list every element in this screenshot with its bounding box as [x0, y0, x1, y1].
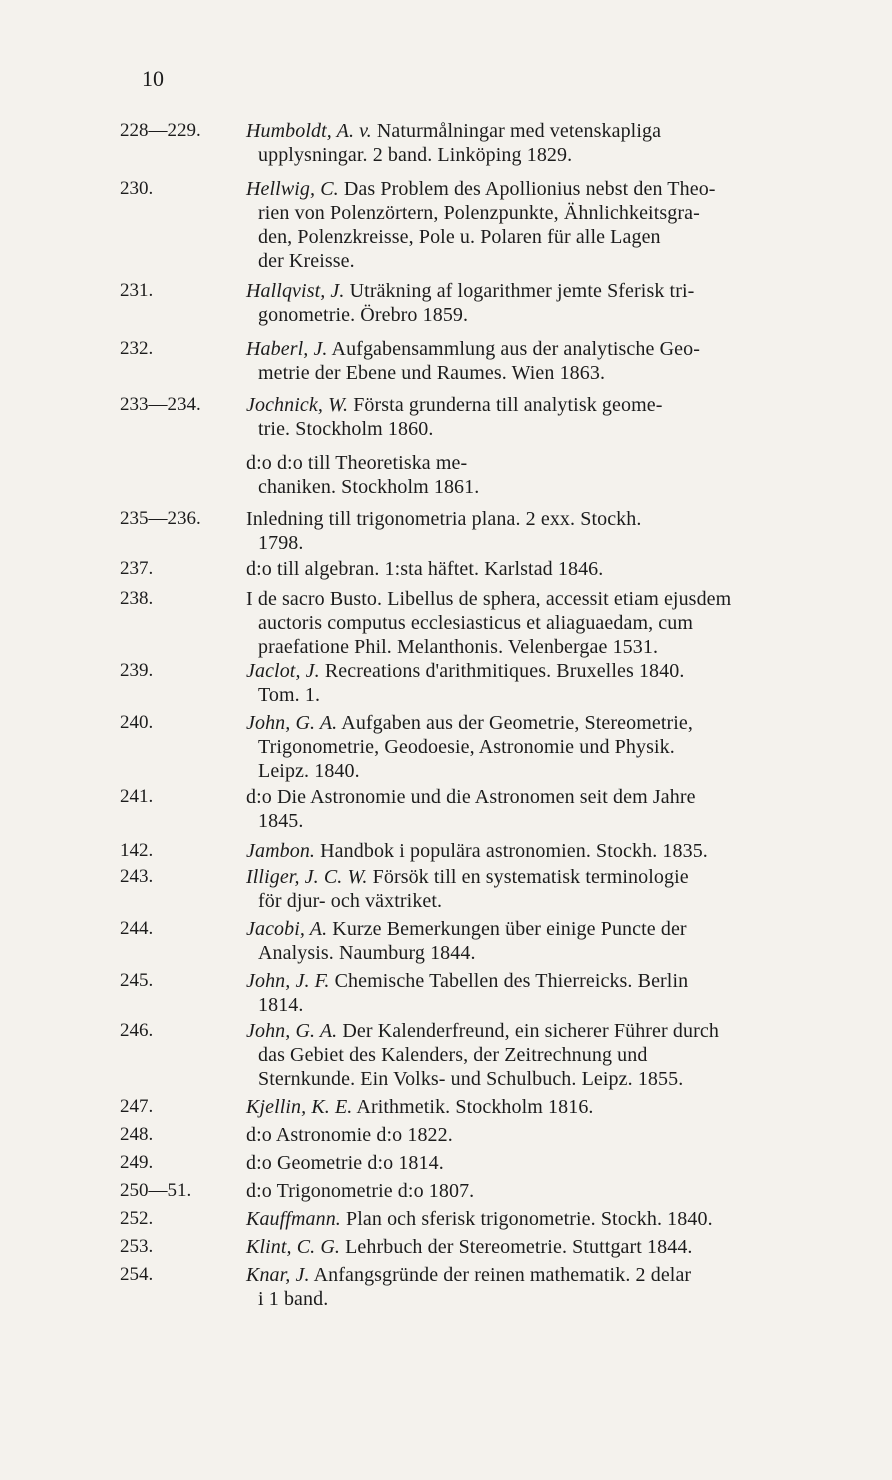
entry-first-line: d:o Trigonometrie d:o 1807. [246, 1180, 475, 1202]
entry-title-text: Kurze Bemerkungen über einige Puncte der [327, 918, 687, 940]
entry-first-line [246, 120, 661, 143]
entry-number: 231. [120, 280, 154, 301]
entry-number: 246. [120, 1020, 154, 1041]
entry-first-line [246, 970, 688, 993]
entry-number: 235—236. [120, 508, 201, 529]
entry-first-line [246, 1264, 691, 1287]
entry-title-text: Plan och sferisk trigonometrie. Stockh. 1840. [340, 1208, 713, 1230]
entry-title-text: Arithmetik. Stockholm 1816. [352, 1096, 594, 1118]
entry-continuation-line: Tom. 1. [258, 684, 321, 706]
entry-number: 142. [120, 840, 154, 861]
page-number: 10 [142, 66, 164, 91]
entry-first-line: d:o Die Astronomie und die Astronomen seit dem Jahre [246, 786, 696, 808]
entry-author: Haberl, J. [246, 338, 328, 360]
entry-author: Humboldt, A. v. [246, 120, 372, 142]
entry-first-line [246, 866, 689, 889]
entry-number: 239. [120, 660, 154, 681]
entry-number: 240. [120, 712, 154, 733]
entry-continuation-line: praefatione Phil. Melanthonis. Velenbergae 1531. [258, 636, 659, 658]
entry-title-text: Naturmålningar med vetenskapliga [371, 120, 662, 142]
entry-continuation-line: trie. Stockholm 1860. [258, 418, 434, 440]
entry-author: Hallqvist, J. [246, 280, 345, 302]
entry-first-line [246, 280, 694, 303]
entry-author: Knar, J. [246, 1264, 310, 1286]
entry-number: 237. [120, 558, 154, 579]
entry-title-text: Aufgaben aus der Geometrie, Stereometrie, [337, 712, 694, 734]
entry-continuation-line: rien von Polenzörtern, Polenzpunkte, Ähnlichkeitsgra- [258, 202, 700, 224]
entry-number: 253. [120, 1236, 154, 1257]
entry-first-line [246, 712, 693, 735]
entry-first-line [246, 918, 687, 941]
entry-continuation-line: auctoris computus ecclesiasticus et aliaguaedam, cum [258, 612, 694, 634]
entry-author: John, G. A. [246, 1020, 338, 1042]
entry-title-text: Handbok i populära astronomien. Stockh. 1835. [315, 840, 708, 862]
entry-continuation-line: chaniken. Stockholm 1861. [258, 476, 480, 498]
entry-continuation-line: 1814. [258, 994, 304, 1016]
entry-author: Kjellin, K. E. [246, 1096, 353, 1118]
entry-first-line [246, 1020, 719, 1043]
entry-number: 244. [120, 918, 154, 939]
entry-continuation-line: 1845. [258, 810, 304, 832]
entry-number: 254. [120, 1264, 154, 1285]
entry-first-line: d:o Geometrie d:o 1814. [246, 1152, 444, 1174]
entry-continuation-line: upplysningar. 2 band. Linköping 1829. [258, 144, 573, 166]
entry-number: 252. [120, 1208, 154, 1229]
entry-title-text: Uträkning af logarithmer jemte Sferisk tri- [344, 280, 695, 302]
entry-title-text: Första grunderna till analytisk geome- [348, 394, 663, 416]
entry-title-text: Försök till en systematisk terminologie [367, 866, 689, 888]
entry-continuation-line: den, Polenzkreisse, Pole u. Polaren für alle Lagen [258, 226, 661, 248]
entry-number: 247. [120, 1096, 154, 1117]
entry-number: 249. [120, 1152, 154, 1173]
entry-author: Jacobi, A. [246, 918, 328, 940]
entry-first-line [246, 394, 662, 417]
entry-author: Hellwig, C. [246, 178, 339, 200]
entry-first-line: I de sacro Busto. Libellus de sphera, accessit etiam ejusdem [246, 588, 732, 610]
entry-number: 245. [120, 970, 154, 991]
entry-author: Jambon. [246, 840, 316, 862]
entry-author: Kauffmann. [246, 1208, 341, 1230]
entry-continuation-line: das Gebiet des Kalenders, der Zeitrechnung und [258, 1044, 648, 1066]
entry-author: Jochnick, W. [246, 394, 349, 416]
entry-number: 248. [120, 1124, 154, 1145]
entry-number: 233—234. [120, 394, 201, 415]
entry-continuation-line: 1798. [258, 532, 304, 554]
entry-title-text: Lehrbuch der Stereometrie. Stuttgart 1844. [340, 1236, 693, 1258]
entry-author: Illiger, J. C. W. [246, 866, 368, 888]
entry-number: 232. [120, 338, 154, 359]
entry-continuation-line: metrie der Ebene und Raumes. Wien 1863. [258, 362, 606, 384]
entry-author: John, G. A. [246, 712, 338, 734]
entry-continuation-line: i 1 band. [258, 1288, 329, 1310]
entry-number: 241. [120, 786, 154, 807]
entry-number: 238. [120, 588, 154, 609]
entry-first-line [246, 840, 708, 863]
entry-title-text: Chemische Tabellen des Thierreicks. Berlin [329, 970, 689, 992]
entry-title-text: Recreations d'arithmitiques. Bruxelles 1840. [319, 660, 685, 682]
entry-continuation-line: Trigonometrie, Geodoesie, Astronomie und Physik. [258, 736, 675, 758]
entry-title-text: Anfangsgründe der reinen mathematik. 2 delar [309, 1264, 692, 1286]
entry-first-line [246, 338, 700, 361]
entry-first-line: d:o till algebran. 1:sta häftet. Karlstad 1846. [246, 558, 604, 580]
entry-title-text: Der Kalenderfreund, ein sicherer Führer durch [337, 1020, 719, 1042]
entry-title-text: Aufgabensammlung aus der analytische Geo- [327, 338, 700, 360]
entry-first-line: d:o d:o till Theoretiska me- [246, 452, 468, 474]
entry-first-line: Inledning till trigonometria plana. 2 exx. Stockh. [246, 508, 642, 530]
entry-continuation-line: för djur- och växtriket. [258, 890, 443, 912]
entry-first-line [246, 660, 684, 683]
entry-author: Klint, C. G. [246, 1236, 340, 1258]
entry-continuation-line: Leipz. 1840. [258, 760, 360, 782]
entry-number: 243. [120, 866, 154, 887]
entry-continuation-line: Sternkunde. Ein Volks- und Schulbuch. Leipz. 1855. [258, 1068, 684, 1090]
entry-author: John, J. F. [246, 970, 330, 992]
entry-number: 230. [120, 178, 154, 199]
entry-first-line [246, 1096, 594, 1119]
entry-author: Jaclot, J. [246, 660, 320, 682]
entry-title-text: Das Problem des Apollionius nebst den Theo- [338, 178, 716, 200]
entry-continuation-line: Analysis. Naumburg 1844. [258, 942, 476, 964]
entry-continuation-line: gonometrie. Örebro 1859. [258, 304, 469, 326]
entry-number: 250—51. [120, 1180, 192, 1201]
entry-first-line [246, 1208, 713, 1231]
entry-first-line [246, 178, 716, 201]
entry-first-line: d:o Astronomie d:o 1822. [246, 1124, 453, 1146]
entry-continuation-line: der Kreisse. [258, 250, 355, 272]
entry-number: 228—229. [120, 120, 201, 141]
entry-first-line [246, 1236, 693, 1259]
